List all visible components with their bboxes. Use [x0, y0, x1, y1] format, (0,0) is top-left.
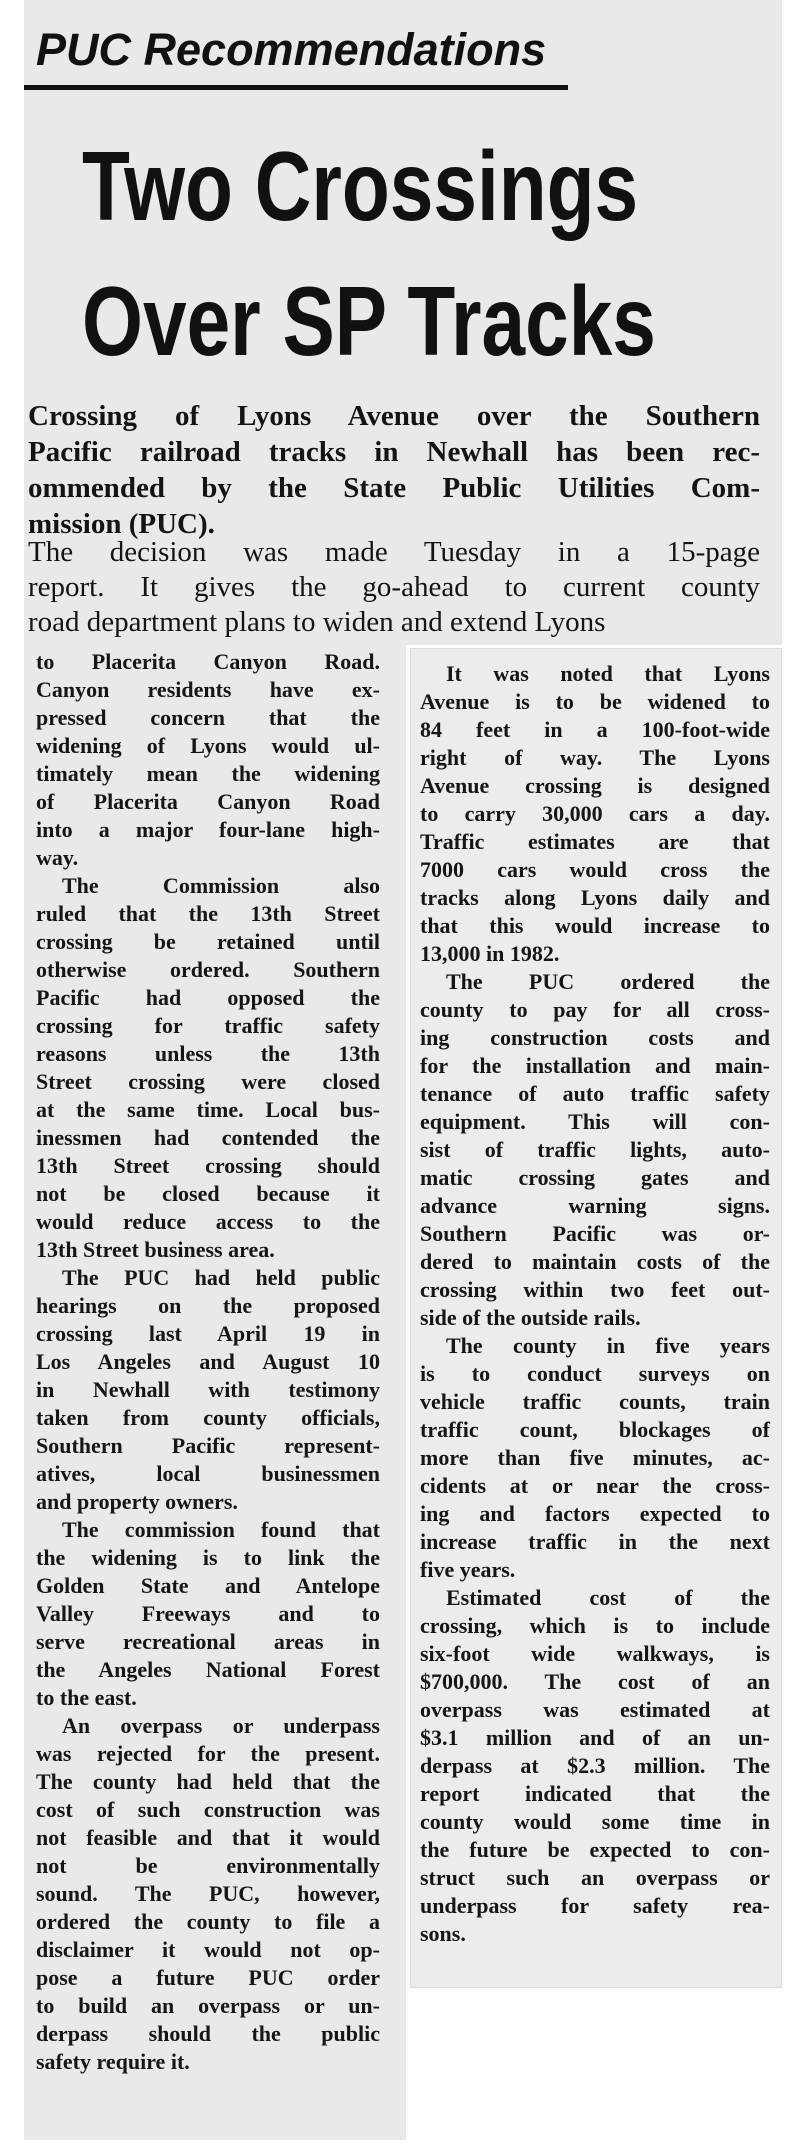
lead-paragraph-bold — [28, 398, 760, 542]
text-line: pressed concern that the — [36, 705, 380, 730]
article-paragraph — [36, 1712, 380, 2076]
text-line: ruled that the 13th Street — [36, 901, 380, 926]
text-line: to the east. — [36, 1685, 137, 1710]
text-line: An overpass or underpass — [62, 1713, 380, 1738]
text-line: in Newhall with testimony — [36, 1377, 380, 1402]
text-line: more than five minutes, ac- — [420, 1445, 770, 1470]
text-line: crossing last April 19 in — [36, 1321, 380, 1346]
text-line: 13th Street crossing should — [36, 1153, 380, 1178]
text-line: to carry 30,000 cars a day. — [420, 801, 770, 826]
text-line: to build an overpass or un- — [36, 1993, 380, 2018]
text-line: not feasible and that it would — [36, 1825, 380, 1850]
text-line: mission (PUC). — [28, 508, 215, 540]
article-paragraph — [420, 1584, 770, 1948]
text-line: $3.1 million and of an un- — [420, 1725, 770, 1750]
text-line: reasons unless the 13th — [36, 1041, 380, 1066]
text-line: Pacific had opposed the — [36, 985, 380, 1010]
text-line: Southern Pacific represent- — [36, 1433, 380, 1458]
text-line: report indicated that the — [420, 1781, 770, 1806]
left-column — [36, 648, 380, 2076]
text-line: overpass was estimated at — [420, 1697, 770, 1722]
text-line: The commission found that — [62, 1517, 380, 1542]
text-line: tenance of auto traffic safety — [420, 1081, 770, 1106]
text-line: dered to maintain costs of the — [420, 1249, 770, 1274]
text-line: would reduce access to the — [36, 1209, 380, 1234]
text-line: Avenue crossing is designed — [420, 773, 770, 798]
text-line: is to conduct surveys on — [420, 1361, 770, 1386]
text-line: report. It gives the go-ahead to current county — [28, 571, 760, 603]
text-line: taken from county officials, — [36, 1405, 380, 1430]
text-line: Traffic estimates are that — [420, 829, 770, 854]
text-line: five years. — [420, 1557, 516, 1582]
text-line: ing and factors expected to — [420, 1501, 770, 1526]
text-line: into a major four-lane high- — [36, 817, 380, 842]
kicker-rule-divider — [24, 85, 568, 90]
text-line: pose a future PUC order — [36, 1965, 380, 1990]
text-line: timately mean the widening — [36, 761, 380, 786]
text-line: way. — [36, 845, 79, 870]
text-line: underpass for safety rea- — [420, 1893, 770, 1918]
text-line: the widening is to link the — [36, 1545, 380, 1570]
text-line: cost of such construction was — [36, 1797, 380, 1822]
text-line: crossing within two feet out- — [420, 1277, 770, 1302]
text-line: for the installation and main- — [420, 1053, 770, 1078]
text-line: It was noted that Lyons — [446, 661, 770, 686]
article-paragraph — [36, 1516, 380, 1712]
text-line: Golden State and Antelope — [36, 1573, 380, 1598]
text-line: The PUC had held public — [62, 1265, 380, 1290]
text-line: was rejected for the present. — [36, 1741, 380, 1766]
text-line: Estimated cost of the — [446, 1585, 770, 1610]
text-line: right of way. The Lyons — [420, 745, 770, 770]
text-line: crossing, which is to include — [420, 1613, 770, 1638]
article-paragraph — [420, 968, 770, 1332]
text-line: The decision was made Tuesday in a 15-page — [28, 536, 760, 568]
text-line: crossing be retained until — [36, 929, 380, 954]
text-line: ommended by the State Public Utilities Com- — [28, 472, 760, 504]
right-column — [420, 660, 770, 1948]
lead-paragraph-second — [28, 535, 760, 640]
text-line: Los Angeles and August 10 — [36, 1349, 380, 1374]
text-line: to Placerita Canyon Road. — [36, 649, 380, 674]
text-line: cidents at or near the cross- — [420, 1473, 770, 1498]
text-line: sist of traffic lights, auto- — [420, 1137, 770, 1162]
text-line: county to pay for all cross- — [420, 997, 770, 1022]
text-line: serve recreational areas in — [36, 1629, 380, 1654]
text-line: not be environmentally — [36, 1853, 380, 1878]
text-line: vehicle traffic counts, train — [420, 1389, 770, 1414]
text-line: inessmen had contended the — [36, 1125, 380, 1150]
article-paragraph — [36, 872, 380, 1264]
headline-line-1: Two Crossings — [82, 131, 639, 241]
article-paragraph — [420, 1332, 770, 1584]
text-line: 7000 cars would cross the — [420, 857, 770, 882]
text-line: ordered the county to file a — [36, 1909, 380, 1934]
text-line: equipment. This will con- — [420, 1109, 770, 1134]
text-line: not be closed because it — [36, 1181, 380, 1206]
text-line: safety require it. — [36, 2049, 190, 2074]
text-line: Avenue is to be widened to — [420, 689, 770, 714]
headline-line-2: Over SP Tracks — [82, 266, 656, 376]
text-line: derpass should the public — [36, 2021, 380, 2046]
text-line: crossing for traffic safety — [36, 1013, 380, 1038]
text-line: and property owners. — [36, 1489, 238, 1514]
text-line: Canyon residents have ex- — [36, 677, 380, 702]
text-line: 84 feet in a 100-foot-wide — [420, 717, 770, 742]
text-line: $700,000. The cost of an — [420, 1669, 770, 1694]
text-line: sound. The PUC, however, — [36, 1881, 380, 1906]
text-line: road department plans to widen and extend Lyons — [28, 606, 606, 638]
text-line: The Commission also — [62, 873, 380, 898]
text-line: widening of Lyons would ul- — [36, 733, 380, 758]
text-line: matic crossing gates and — [420, 1165, 770, 1190]
text-line: that this would increase to — [420, 913, 770, 938]
text-line: at the same time. Local bus- — [36, 1097, 380, 1122]
article-paragraph — [420, 660, 770, 968]
text-line: The PUC ordered the — [446, 969, 770, 994]
text-line: 13th Street business area. — [36, 1237, 275, 1262]
text-line: hearings on the proposed — [36, 1293, 380, 1318]
text-line: Crossing of Lyons Avenue over the Southern — [28, 400, 760, 432]
text-line: six-foot wide walkways, is — [420, 1641, 770, 1666]
article-paragraph — [36, 648, 380, 872]
text-line: struct such an overpass or — [420, 1865, 770, 1890]
text-line: disclaimer it would not op- — [36, 1937, 380, 1962]
text-line: traffic count, blockages of — [420, 1417, 770, 1442]
text-line: side of the outside rails. — [420, 1305, 641, 1330]
text-line: derpass at $2.3 million. The — [420, 1753, 770, 1778]
text-line: the Angeles National Forest — [36, 1657, 380, 1682]
text-line: increase traffic in the next — [420, 1529, 770, 1554]
text-line: tracks along Lyons daily and — [420, 885, 770, 910]
text-line: The county in five years — [446, 1333, 770, 1358]
text-line: Pacific railroad tracks in Newhall has been rec- — [28, 436, 760, 468]
kicker-heading: PUC Recommendations — [36, 24, 547, 75]
text-line: Valley Freeways and to — [36, 1601, 380, 1626]
text-line: of Placerita Canyon Road — [36, 789, 380, 814]
text-line: advance warning signs. — [420, 1193, 770, 1218]
text-line: 13,000 in 1982. — [420, 941, 560, 966]
text-line: Southern Pacific was or- — [420, 1221, 770, 1246]
article-paragraph — [36, 1264, 380, 1516]
text-line: otherwise ordered. Southern — [36, 957, 380, 982]
text-line: county would some time in — [420, 1809, 770, 1834]
text-line: The county had held that the — [36, 1769, 380, 1794]
text-line: atives, local businessmen — [36, 1461, 380, 1486]
text-line: Street crossing were closed — [36, 1069, 380, 1094]
text-line: ing construction costs and — [420, 1025, 770, 1050]
text-line: the future be expected to con- — [420, 1837, 770, 1862]
text-line: sons. — [420, 1921, 466, 1946]
